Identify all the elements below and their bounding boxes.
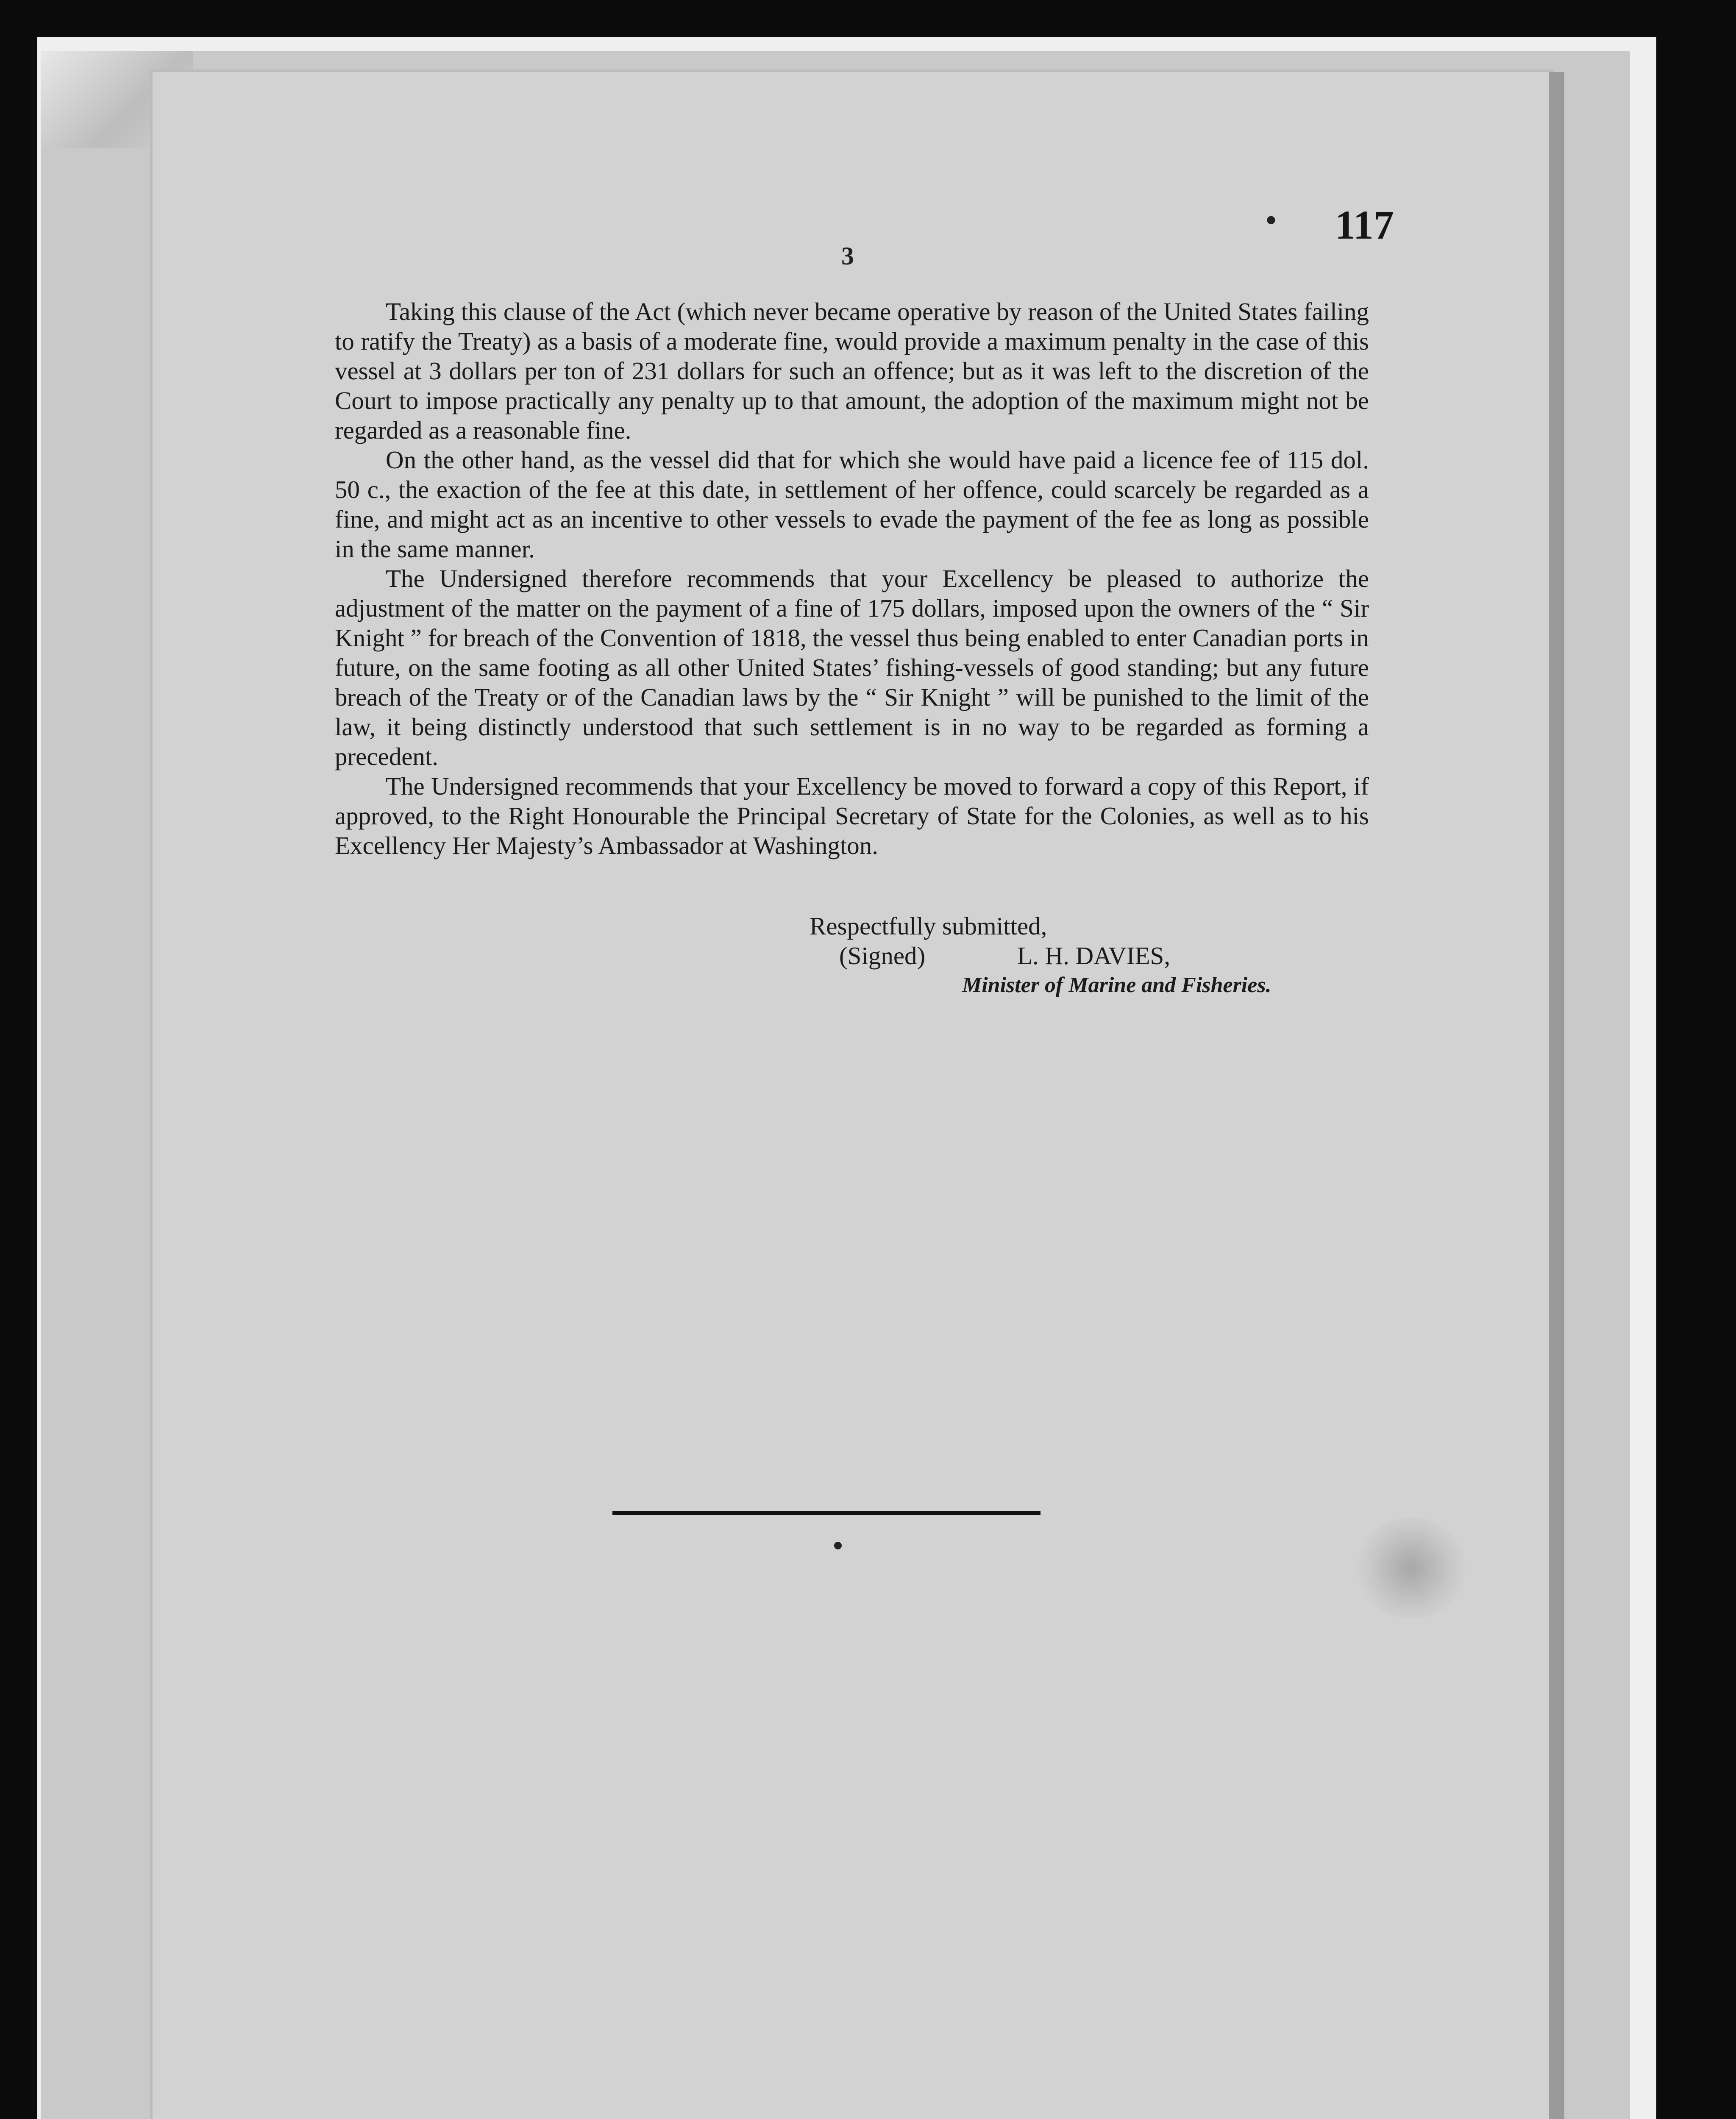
body-text: [335, 297, 1369, 860]
paragraph: On the other hand, as the vessel did that for which she would have paid a licence fee of 115 dol. 50 c., the exaction of the fee at this date, in settlement of her offence, could scarcely be regarded as a fine, and might act as an incentive to other vessels to evade the payment of the fee as long as possible in the same manner.: [335, 446, 1369, 563]
paragraph: The Undersigned recommends that your Excellency be moved to forward a copy of this Report, if approved, to the Right Honourable the Principal Secretary of State for the Colonies, as well as to his Excellency Her Majesty’s Ambassador at Washington.: [335, 772, 1369, 859]
page-number: 3: [841, 242, 854, 270]
signatory-line: [839, 941, 1403, 971]
signatory-title: Minister of Marine and Fisheries.: [962, 973, 1271, 997]
ink-dot: •: [1265, 202, 1277, 239]
closing-line: Respectfully submitted,: [810, 912, 1047, 940]
signature-block: [810, 911, 1403, 1000]
stamp-smudge: [1356, 1517, 1466, 1619]
closing-rule: [612, 1511, 1040, 1515]
rule-ornament: [834, 1542, 842, 1549]
paragraph: The Undersigned therefore recommends that your Excellency be pleased to authorize the adjustment of the matter on the payment of a fine of 175 dollars, imposed upon the owners of the “ Sir Knight ” for breach of the Convention of 1818, the vessel thus being enabled to enter Canadian ports in future, on the same footing as all other United States’ fishing-vessels of good standing; but any future breach of the Treaty or of the Canadian laws by the “ Sir Knight ” will be punished to the limit of the law, it being distinctly understood that such settlement is in no way to be regarded as forming a precedent.: [335, 565, 1369, 770]
folio-number: 117: [1335, 202, 1394, 247]
paragraph: Taking this clause of the Act (which never became operative by reason of the United States failing to ratify the Treaty) as a basis of a moderate fine, would provide a maximum penalty in the case of this vessel at 3 dollars per ton of 231 dollars for such an offence; but as it was left to the discretion of the Court to impose practically any penalty up to that amount, the adoption of the maximum might not be regarded as a reasonable fine.: [335, 298, 1369, 444]
page-edge: [1549, 72, 1564, 2119]
signed-label: (Signed): [839, 942, 926, 970]
signatory-name: L. H. DAVIES,: [1017, 942, 1171, 970]
